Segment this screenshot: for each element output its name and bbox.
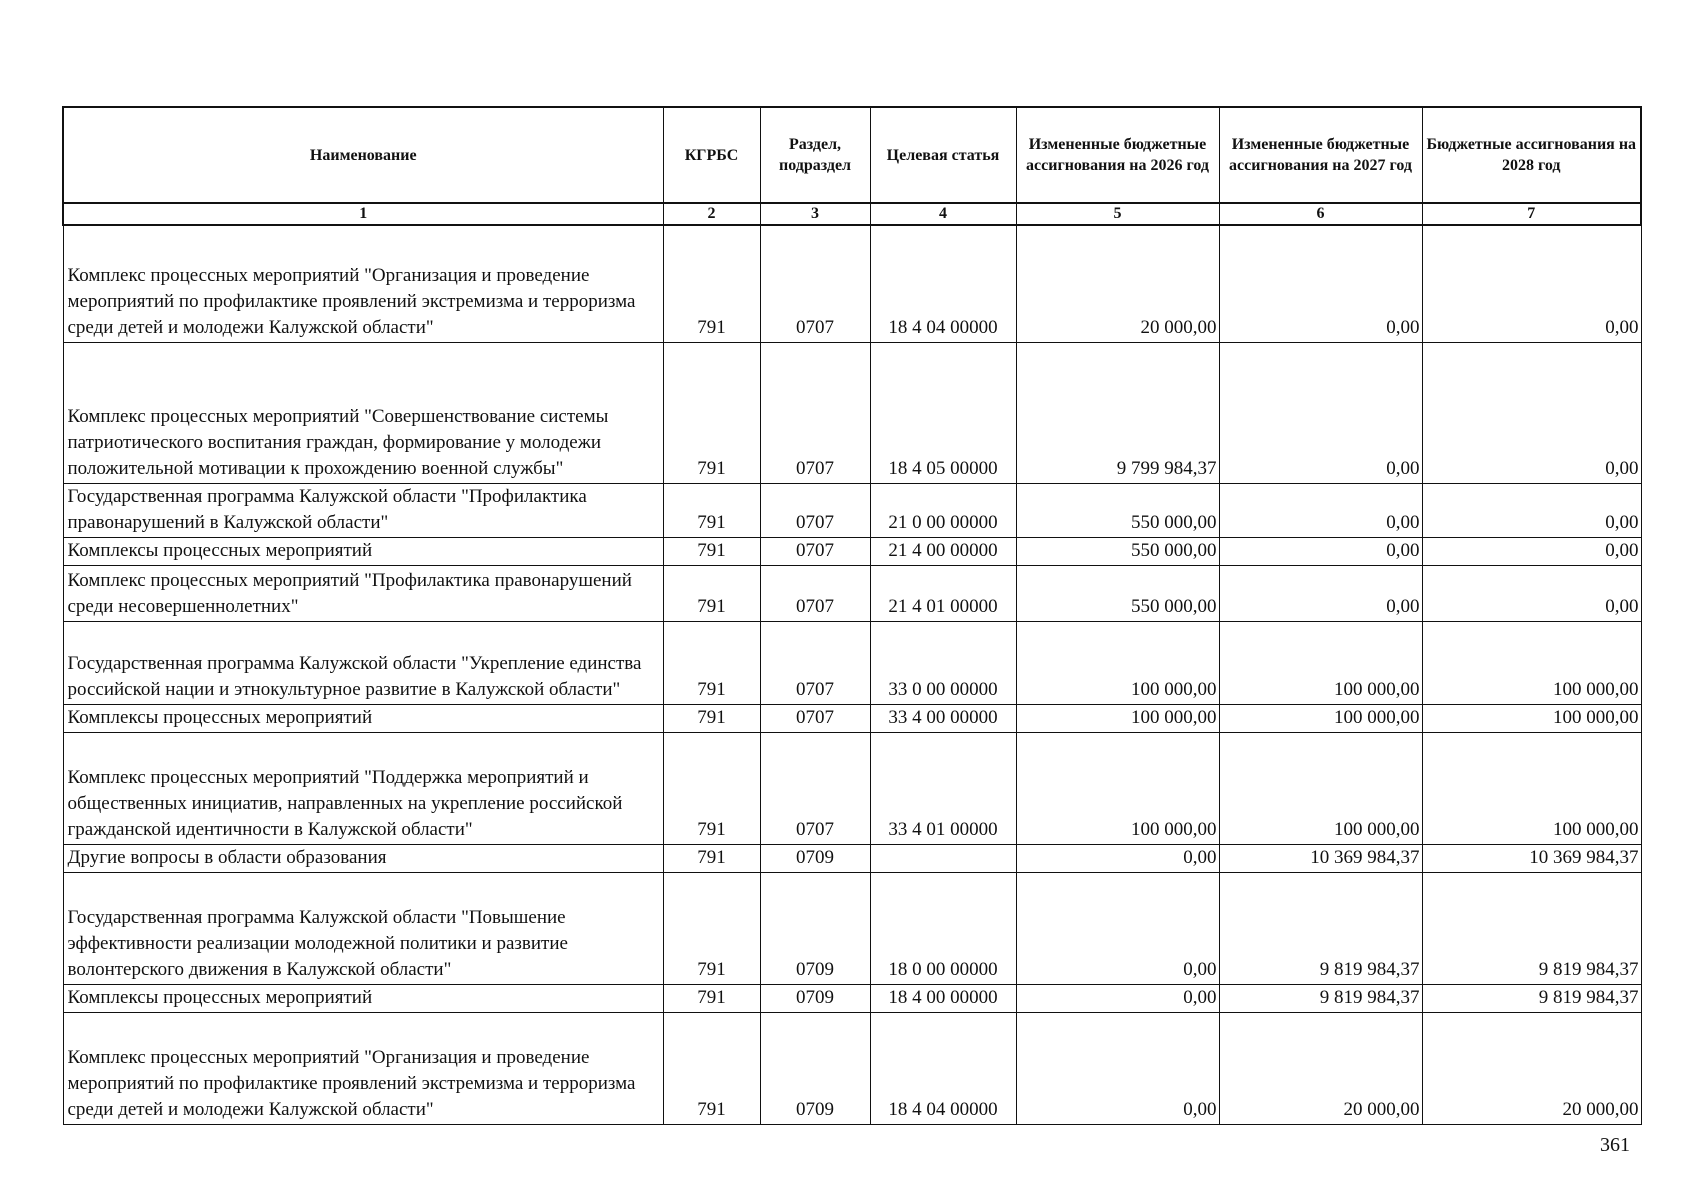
row-2027: 9 819 984,37 — [1219, 872, 1422, 984]
row-kgrbs: 791 — [663, 565, 760, 621]
row-celevaya: 18 0 00 00000 — [870, 872, 1016, 984]
row-name: Комплекс процессных мероприятий "Профилактика правонарушений среди несовершеннолетних" — [63, 565, 663, 621]
table-row — [63, 704, 1641, 732]
row-2026: 100 000,00 — [1016, 621, 1219, 704]
row-name: Комплексы процессных мероприятий — [63, 984, 663, 1012]
row-2026: 0,00 — [1016, 844, 1219, 872]
row-celevaya: 33 0 00 00000 — [870, 621, 1016, 704]
row-razdel: 0707 — [760, 342, 870, 483]
row-kgrbs: 791 — [663, 537, 760, 565]
row-name: Комплексы процессных мероприятий — [63, 537, 663, 565]
row-2028: 100 000,00 — [1422, 732, 1641, 844]
row-celevaya: 21 0 00 00000 — [870, 483, 1016, 537]
row-celevaya: 33 4 00 00000 — [870, 704, 1016, 732]
row-kgrbs: 791 — [663, 704, 760, 732]
row-name: Комплекс процессных мероприятий "Поддержка мероприятий и общественных инициатив, направленных на укрепление российской гражданской идентичности в Калужской области" — [63, 732, 663, 844]
table-row — [63, 844, 1641, 872]
table-row — [63, 565, 1641, 621]
row-kgrbs: 791 — [663, 225, 760, 342]
row-2026: 550 000,00 — [1016, 483, 1219, 537]
table-row — [63, 984, 1641, 1012]
row-name: Государственная программа Калужской области "Профилактика правонарушений в Калужской области" — [63, 483, 663, 537]
budget-table — [62, 106, 1642, 1125]
table-row — [63, 537, 1641, 565]
row-razdel: 0707 — [760, 704, 870, 732]
header-razdel: Раздел, подраздел — [760, 107, 870, 203]
row-kgrbs: 791 — [663, 872, 760, 984]
row-razdel: 0707 — [760, 225, 870, 342]
column-number: 4 — [870, 203, 1016, 225]
row-kgrbs: 791 — [663, 1012, 760, 1124]
column-number: 2 — [663, 203, 760, 225]
row-2027: 100 000,00 — [1219, 704, 1422, 732]
row-kgrbs: 791 — [663, 984, 760, 1012]
row-2026: 0,00 — [1016, 872, 1219, 984]
table-row — [63, 872, 1641, 984]
row-name: Государственная программа Калужской области "Повышение эффективности реализации молодежной политики и развитие волонтерского движения в Калужской области" — [63, 872, 663, 984]
row-2026: 20 000,00 — [1016, 225, 1219, 342]
row-2026: 9 799 984,37 — [1016, 342, 1219, 483]
row-2027: 0,00 — [1219, 565, 1422, 621]
row-kgrbs: 791 — [663, 621, 760, 704]
table-row — [63, 732, 1641, 844]
row-celevaya: 33 4 01 00000 — [870, 732, 1016, 844]
row-2026: 0,00 — [1016, 1012, 1219, 1124]
row-kgrbs: 791 — [663, 844, 760, 872]
header-celevaya: Целевая статья — [870, 107, 1016, 203]
row-celevaya: 21 4 00 00000 — [870, 537, 1016, 565]
row-razdel: 0707 — [760, 537, 870, 565]
row-2027: 9 819 984,37 — [1219, 984, 1422, 1012]
row-celevaya: 18 4 05 00000 — [870, 342, 1016, 483]
table-row — [63, 225, 1641, 342]
row-2028: 0,00 — [1422, 225, 1641, 342]
page-number: 361 — [1600, 1134, 1630, 1156]
row-celevaya: 18 4 04 00000 — [870, 225, 1016, 342]
column-number: 7 — [1422, 203, 1641, 225]
table-row — [63, 621, 1641, 704]
row-2026: 0,00 — [1016, 984, 1219, 1012]
row-2027: 10 369 984,37 — [1219, 844, 1422, 872]
row-razdel: 0707 — [760, 483, 870, 537]
row-name: Комплексы процессных мероприятий — [63, 704, 663, 732]
header-name: Наименование — [63, 107, 663, 203]
row-2027: 100 000,00 — [1219, 621, 1422, 704]
row-celevaya: 18 4 00 00000 — [870, 984, 1016, 1012]
table-row — [63, 342, 1641, 483]
row-2027: 0,00 — [1219, 537, 1422, 565]
row-2028: 100 000,00 — [1422, 704, 1641, 732]
row-razdel: 0709 — [760, 1012, 870, 1124]
row-2028: 9 819 984,37 — [1422, 984, 1641, 1012]
table-row — [63, 483, 1641, 537]
row-kgrbs: 791 — [663, 342, 760, 483]
row-razdel: 0709 — [760, 872, 870, 984]
row-2026: 100 000,00 — [1016, 732, 1219, 844]
row-kgrbs: 791 — [663, 483, 760, 537]
row-name: Комплекс процессных мероприятий "Организация и проведение мероприятий по профилактике проявлений экстремизма и терроризма среди детей и молодежи Калужской области" — [63, 225, 663, 342]
row-2028: 0,00 — [1422, 342, 1641, 483]
row-2027: 0,00 — [1219, 225, 1422, 342]
row-2026: 550 000,00 — [1016, 565, 1219, 621]
row-razdel: 0707 — [760, 565, 870, 621]
header-row — [63, 107, 1641, 203]
row-razdel: 0709 — [760, 844, 870, 872]
row-2028: 10 369 984,37 — [1422, 844, 1641, 872]
row-2027: 100 000,00 — [1219, 732, 1422, 844]
row-2027: 0,00 — [1219, 483, 1422, 537]
row-2028: 9 819 984,37 — [1422, 872, 1641, 984]
row-2027: 0,00 — [1219, 342, 1422, 483]
row-2026: 100 000,00 — [1016, 704, 1219, 732]
column-number: 1 — [63, 203, 663, 225]
row-razdel: 0707 — [760, 621, 870, 704]
table-row — [63, 1012, 1641, 1124]
header-2026: Измененные бюджетные ассигнования на 2026 год — [1016, 107, 1219, 203]
row-2026: 550 000,00 — [1016, 537, 1219, 565]
row-kgrbs: 791 — [663, 732, 760, 844]
row-2028: 0,00 — [1422, 483, 1641, 537]
row-name: Другие вопросы в области образования — [63, 844, 663, 872]
column-number-row — [63, 203, 1641, 225]
row-2028: 0,00 — [1422, 565, 1641, 621]
column-number: 6 — [1219, 203, 1422, 225]
row-celevaya — [870, 844, 1016, 872]
column-number: 5 — [1016, 203, 1219, 225]
row-celevaya: 18 4 04 00000 — [870, 1012, 1016, 1124]
budget-table-sheet — [62, 106, 1640, 1125]
column-number: 3 — [760, 203, 870, 225]
header-2027: Измененные бюджетные ассигнования на 2027 год — [1219, 107, 1422, 203]
row-name: Комплекс процессных мероприятий "Организация и проведение мероприятий по профилактике проявлений экстремизма и терроризма среди детей и молодежи Калужской области" — [63, 1012, 663, 1124]
row-name: Государственная программа Калужской области "Укрепление единства российской нации и этнокультурное развитие в Калужской области" — [63, 621, 663, 704]
row-name: Комплекс процессных мероприятий "Совершенствование системы патриотического воспитания граждан, формирование у молодежи положительной мотивации к прохождению военной службы" — [63, 342, 663, 483]
row-celevaya: 21 4 01 00000 — [870, 565, 1016, 621]
header-kgrbs: КГРБС — [663, 107, 760, 203]
row-2028: 20 000,00 — [1422, 1012, 1641, 1124]
row-2027: 20 000,00 — [1219, 1012, 1422, 1124]
row-2028: 100 000,00 — [1422, 621, 1641, 704]
header-2028: Бюджетные ассигнования на 2028 год — [1422, 107, 1641, 203]
row-razdel: 0707 — [760, 732, 870, 844]
row-2028: 0,00 — [1422, 537, 1641, 565]
row-razdel: 0709 — [760, 984, 870, 1012]
